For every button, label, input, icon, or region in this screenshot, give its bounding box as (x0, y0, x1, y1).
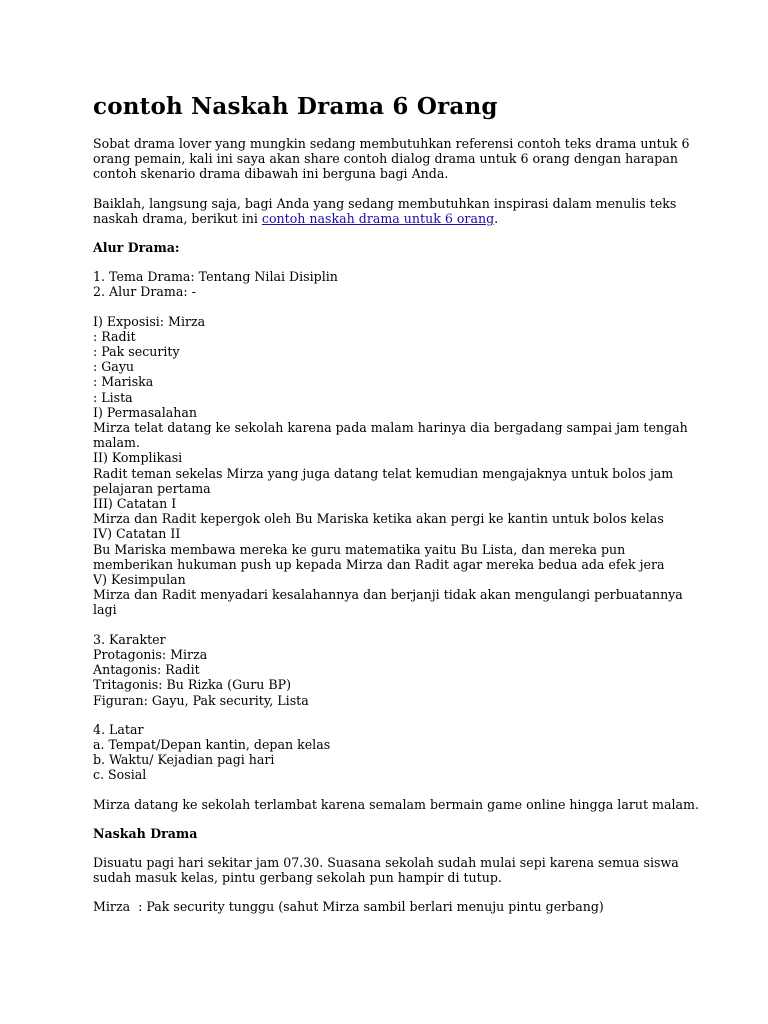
karakter-section (93, 632, 693, 708)
second-paragraph-line: Baiklah, langsung saja, bagi Anda yang sedang membutuhkan inspirasi dalam menulis teks (93, 195, 677, 211)
second-paragraph-line2 (93, 211, 693, 226)
opening-line: sudah masuk kelas, pintu gerbang sekolah pun hampir di tutup. (93, 870, 502, 886)
latar-line: b. Waktu/ Kejadian pagi hari (93, 752, 275, 768)
theme-line: 1. Tema Drama: Tentang Nilai Disiplin (93, 269, 338, 285)
second-paragraph-text: naskah drama, berikut ini (93, 210, 262, 226)
naskah-drama-link[interactable]: contoh naskah drama untuk 6 orang (261, 210, 495, 226)
latar-line: a. Tempat/Depan kantin, depan kelas (93, 736, 331, 752)
karakter-line: Figuran: Gayu, Pak security, Lista (93, 692, 309, 708)
plot-structure (93, 314, 693, 618)
intro-line: orang pemain, kali ini saya akan share contoh dialog drama untuk 6 orang dengan harapan (93, 151, 678, 167)
latar-line: c. Sosial (93, 767, 147, 783)
intro-line: contoh skenario drama dibawah ini berguna bagi Anda. (93, 166, 449, 182)
second-paragraph (93, 196, 693, 226)
dialog-line (93, 899, 693, 914)
plot-line: : Lista (93, 389, 133, 405)
plot-line: Bu Mariska membawa mereka ke guru matematika yaitu Bu Lista, dan mereka pun (93, 541, 626, 557)
document-title: contoh Naskah Drama 6 Orang (93, 93, 498, 120)
latar-line: 4. Latar (93, 721, 144, 737)
plot-line: Mirza dan Radit kepergok oleh Bu Mariska ketika akan pergi ke kantin untuk bolos kelas (93, 511, 664, 527)
plot-line: lagi (93, 602, 117, 618)
second-paragraph-period: . (494, 210, 499, 226)
theme-list (93, 269, 693, 299)
alur-drama-heading: Alur Drama: (93, 240, 180, 256)
dialog-text: Mirza : Pak security tunggu (sahut Mirza sambil berlari menuju pintu gerbang) (93, 899, 604, 915)
latar-section (93, 722, 693, 783)
plot-line: Mirza dan Radit menyadari kesalahannya dan berjanji tidak akan mengulangi perbuatannya (93, 587, 683, 603)
document-page (93, 92, 699, 929)
summary-paragraph (93, 796, 699, 812)
plot-line: III) Catatan I (93, 496, 177, 512)
plot-line: pelajaran pertama (93, 480, 211, 496)
naskah-drama-heading: Naskah Drama (93, 825, 198, 841)
intro-paragraph (93, 136, 693, 182)
plot-line: Radit teman sekelas Mirza yang juga datang telat kemudian mengajaknya untuk bolos jam (93, 465, 674, 481)
plot-line: V) Kesimpulan (93, 572, 186, 588)
opening-paragraph (93, 855, 693, 885)
karakter-line: Protagonis: Mirza (93, 646, 208, 662)
theme-line: 2. Alur Drama: - (93, 284, 196, 300)
karakter-line: Antagonis: Radit (93, 662, 200, 678)
karakter-line: Tritagonis: Bu Rizka (Guru BP) (93, 677, 292, 693)
plot-line: malam. (93, 435, 140, 451)
summary-line: Mirza datang ke sekolah terlambat karena semalam bermain game online hingga larut malam. (93, 796, 699, 812)
plot-line: I) Exposisi: Mirza (93, 313, 206, 329)
intro-line: Sobat drama lover yang mungkin sedang membutuhkan referensi contoh teks drama untuk 6 (93, 136, 690, 151)
plot-line: : Gayu (93, 359, 135, 375)
plot-line: : Mariska (93, 374, 154, 390)
plot-line: II) Komplikasi (93, 450, 183, 466)
plot-line: : Pak security (93, 344, 180, 360)
plot-line: IV) Catatan II (93, 526, 181, 542)
opening-line: Disuatu pagi hari sekitar jam 07.30. Suasana sekolah sudah mulai sepi karena semua siswa (93, 854, 679, 870)
plot-line: memberikan hukuman push up kepada Mirza dan Radit agar mereka bedua ada efek jera (93, 556, 665, 572)
plot-line: I) Permasalahan (93, 404, 197, 420)
karakter-line: 3. Karakter (93, 631, 166, 647)
plot-line: Mirza telat datang ke sekolah karena pada malam harinya dia bergadang sampai jam tengah (93, 420, 688, 436)
plot-line: : Radit (93, 328, 136, 344)
